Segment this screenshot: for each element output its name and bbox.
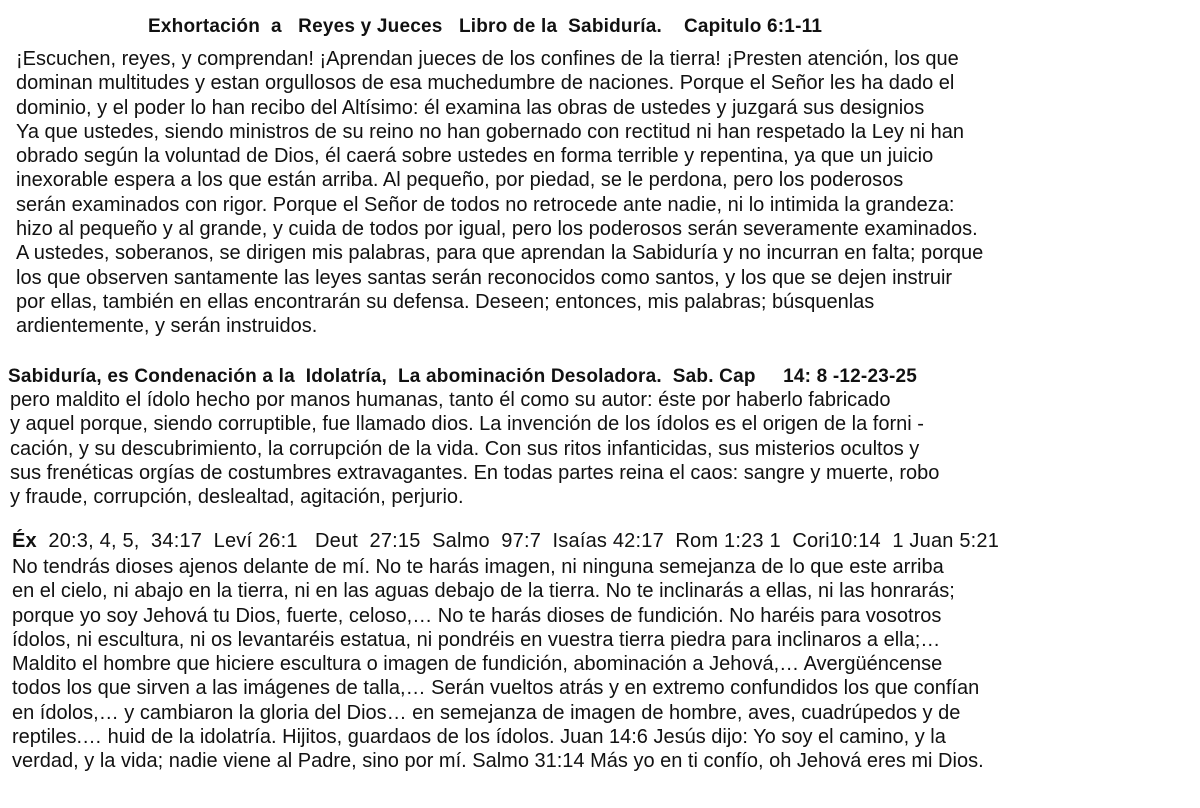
text-line: Ya que ustedes, siendo ministros de su reino no han gobernado con rectitud ni han respetado la Ley ni han — [16, 120, 965, 143]
text-line: A ustedes, soberanos, se dirigen mis palabras, para que aprendan la Sabiduría y no incurran en falta; porque — [16, 242, 984, 265]
section1-paragraph — [16, 47, 983, 339]
text-line: en ídolos,… y cambiaron la gloria del Dios… en semejanza de imagen de hombre, aves, cuadrúpedos y de — [12, 701, 961, 724]
text-line: los que observen santamente las leyes santas serán reconocidos como santos, y los que se dejen instruir — [16, 266, 953, 289]
text-line: inexorable espera a los que están arriba. Al pequeño, por piedad, se le perdona, pero los poderosos — [16, 169, 904, 192]
text-line: por ellas, también en ellas encontrarán su defensa. Deseen; entonces, mis palabras; búsquenlas — [16, 290, 875, 313]
section2-heading: Sabiduría, es Condenación a la Idolatría, La abominación Desoladora. Sab. Cap 14: 8 -12-23-25 — [8, 366, 918, 387]
text-line: ¡Escuchen, reyes, y comprendan! ¡Aprendan jueces de los confines de la tierra! ¡Presten atención, los que — [16, 48, 959, 70]
text-line: y fraude, corrupción, deslealtad, agitación, perjurio. — [10, 486, 464, 509]
text-line: en el cielo, ni abajo en la tierra, ni en las aguas debajo de la tierra. No te inclinarás a ellas, ni las honrarás; — [12, 580, 955, 603]
text-line: sus frenéticas orgías de costumbres extravagantes. En todas partes reina el caos: sangre y muerte, robo — [10, 461, 940, 484]
text-line: reptiles.… huid de la idolatría. Hijitos, guardaos de los ídolos. Juan 14:6 Jesús dijo: Yo soy el camino, y la — [12, 726, 946, 749]
section3-heading-refs: 20:3, 4, 5, 34:17 Leví 26:1 Deut 27:15 Salmo 97:7 Isaías 42:17 Rom 1:23 1 Cori10:14 1 Juan 5:21 — [36, 530, 1000, 552]
text-line: dominio, y el poder lo han recibo del Altísimo: él examina las obras de ustedes y juzgará sus designios — [16, 96, 925, 119]
text-line: Maldito el hombre que hiciere escultura o imagen de fundición, abominación a Jehová,… Avergüéncense — [12, 653, 943, 676]
text-line: cación, y su descubrimiento, la corrupción de la vida. Con sus ritos infanticidas, sus misterios ocultos y — [10, 437, 920, 460]
text-line: todos los que sirven a las imágenes de talla,… Serán vueltos atrás y en extremo confundidos los que confían — [12, 677, 980, 700]
text-line: verdad, y la vida; nadie viene al Padre, sino por mí. Salmo 31:14 Más yo en ti confío, oh Jehová eres mi Dios. — [12, 750, 984, 773]
text-line: y aquel porque, siendo corruptible, fue llamado dios. La invención de los ídolos es el origen de la forni - — [10, 413, 924, 436]
section2-paragraph — [10, 388, 939, 509]
text-line: hizo al pequeño y al grande, y cuida de todos por igual, pero los poderosos serán severamente examinados. — [16, 218, 978, 241]
text-line: serán examinados con rigor. Porque el Señor de todos no retrocede ante nadie, ni lo intimida la grandeza: — [16, 193, 955, 216]
text-line: ardientemente, y serán instruidos. — [16, 315, 318, 338]
text-line: No tendrás dioses ajenos delante de mí. No te harás imagen, ni ninguna semejanza de lo que este arriba — [12, 556, 944, 578]
section1-heading: Exhortación a Reyes y Jueces Libro de la Sabiduría. Capitulo 6:1-11 — [148, 16, 823, 37]
text-line: obrado según la voluntad de Dios, él caerá sobre ustedes en forma terrible y repentina, ya que un juicio — [16, 145, 934, 168]
text-line: pero maldito el ídolo hecho por manos humanas, tanto él como su autor: éste por haberlo fabricado — [10, 389, 891, 411]
text-line: ídolos, ni escultura, ni os levantaréis estatua, ni pondréis en vuestra tierra piedra para inclinaros a ella;… — [12, 628, 941, 651]
text-line: dominan multitudes y estan orgullosos de esa muchedumbre de naciones. Porque el Señor les ha dado el — [16, 72, 955, 95]
section3-heading — [12, 530, 999, 553]
section3-paragraph — [12, 555, 984, 774]
text-line: porque yo soy Jehová tu Dios, fuerte, celoso,… No te harás dioses de fundición. No haréis para vosotros — [12, 604, 942, 627]
section3-heading-book: Éx — [12, 530, 37, 552]
